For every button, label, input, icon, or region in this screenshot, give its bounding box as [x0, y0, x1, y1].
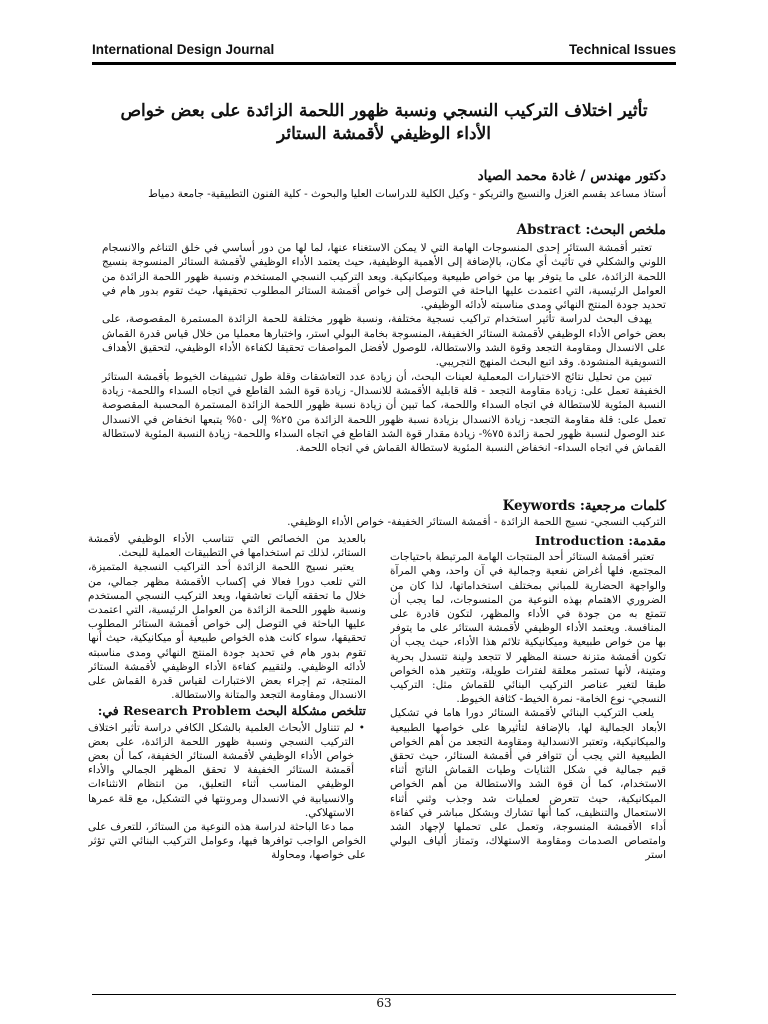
abstract-paragraph: تبين من تحليل نتائج الاختبارات المعملية لعينات البحث، أن زيادة عدد التعاشقات وقلة طول تشييفات الخيوط بأقمشة الستائر الخفيفة تعمل على: زيادة مقاومة التجعد - قلة قابلية الأقمشة للانسدال- زيادة قوة الشد القاطع في اتجاه السداء واللحمة- زيادة النسبة المئوية للاستطالة في اتجاه السداء واللحمة، كما تبين أن زيادة نسبة ظهور اللحمة الزائدة المستمرة المحسبة المقصوصة تعمل على: قلة مقاومة التجعد- زيادة الانسدال بزيادة نسبة ظهور اللحمة الزائدة من ٢٥% إلى ٥٠% يتبعها انخفاض في الانسدال عند الوصول لنسبة ظهور لحمة زائدة ٧٥%- زيادة مقدار قوة الشد القاطع في اتجاه السداء واللحمة- زيادة النسبة المئوية لاستطالة القماش في اتجاه السداء- انخفاض النسبة المئوية لاستطالة القماش في اتجاه اللحمة.: [102, 370, 666, 455]
keywords-heading: كلمات مرجعية: Keywords: [502, 498, 666, 514]
column-right: [390, 532, 666, 972]
problem-list: [88, 721, 366, 820]
footer-rule: [92, 994, 676, 995]
abstract-paragraph: يهدف البحث لدراسة تأثير استخدام تراكيب نسجية مختلفة، ونسبة ظهور مختلفة للحمة الزائدة المستمرة المقصوصة، على بعض خواص الأداء الوظيفي لأقمشة الستائر الخفيفة، المنسوجة بخامة البولي استر، واختبارها معمليا من خلال قياس قدرة القماش على الانسدال ومقاومة التجعد وقوة الشد والاستطالة، للوصول لأفضل المواصفات تحقيقا لكفاءة الأداء الوظيفي، لتحقيق الأهداف التسويقية المنشودة. وقد اتبع البحث المنهج التجريبي.: [102, 313, 666, 369]
title-line-1: تأثير اختلاف التركيب النسجي ونسبة ظهور اللحمة الزائدة على بعض خواص: [120, 101, 648, 121]
intro-paragraph: بالعديد من الخصائص التي تتناسب الأداء الوظيفي لأقمشة الستائر، لذلك تم استخدامها في التطبيقات العملية للبحث.: [88, 533, 366, 560]
abstract-body: [102, 241, 666, 455]
abstract-heading: ملخص البحث: Abstract: [516, 222, 666, 238]
abstract-paragraph: تعتبر أقمشة الستائر إحدى المنسوجات الهامة التي لا يمكن الاستغناء عنها، لما لها من دور أساسي في خلق التناغم والانسجام اللوني والشكلي في تأثيث أي مكان، بالإضافة إلى الأهمية الوظيفية، حيث يعتمد الأداء الوظيفي لأقمشة الستائر المنسوجة بنسيج اللحمة الزائدة، على ما يتوفر بها من خواص طبيعية وميكانيكية. ويعد التركيب النسجي المستخدم ونسبة ظهور اللحمة الزائدة من العوامل الرئيسية، التي اعتمدت عليها الباحثة في التوصل إلى خواص أقمشة الستائر المطلوب تحقيقها، حيث تقوم بدور هام في تحديد جودة المنتج النهائي ومدى مناسبته لأدائه الوظيفي.: [102, 242, 666, 312]
section-name: Technical Issues: [568, 42, 676, 57]
author-affiliation: أستاذ مساعد بقسم الغزل والنسيج والتريكو - وكيل الكلية للدراسات العليا والبحوث - كلية الفنون التطبيقية- جامعة دمياط: [148, 188, 666, 200]
problem-paragraph: مما دعا الباحثة لدراسة هذه النوعية من الستائر، للتعرف على الخواص الواجب توافرها فيها، وعوامل التركيب البنائي التي تؤثر على خواصها، ومحاولة: [88, 821, 366, 862]
paper-title: [110, 100, 658, 146]
problem-heading: تتلخص مشكلة البحث Research Problem في:: [97, 703, 366, 719]
keywords-text: التركيب النسجي- نسيج اللحمة الزائدة - أقمشة الستائر الخفيفة- خواص الأداء الوظيفي.: [287, 516, 666, 528]
running-header: [92, 40, 676, 62]
intro-paragraph: يلعب التركيب البنائي لأقمشة الستائر دورا هاما في تشكيل الأبعاد الجمالية لها، بالإضافة لتأثيرها على خواصها الطبيعية والميكانيكية، وتعتبر الانسدالية ومقاومة التجعد من أهم الخواص الطبيعية التي يجب أن تتوافر في أقمشة الستائر، حيث تحقق قيم جمالية في شكل الثنايات وطيات القماش الناتج أثناء الاستخدام، كما أن قوة الشد والاستطالة من أهم الخواص الميكانيكية، حيث تتعرض لعمليات شد وجذب وثني أثناء الاستعمال والتنظيف، كما أنها تشارك وبشكل مباشر في كفاءة أداء الأقمشة المنسوجة، وتعمل على تحملها لإجهاد الشد وامتصاص الصدمات ومقاومة الاستهلاك، وتمتاز ألياف البولي استر: [390, 707, 666, 862]
intro-paragraph: تعتبر أقمشة الستائر أحد المنتجات الهامة المرتبطة باحتياجات المجتمع، فلها أغراض نفعية وجمالية في آن واحد، وهي المرآة والواجهة الحضارية للمباني بمختلف استخداماتها، لذا كان من الضروري الاهتمام بهذه النوعية من المنسوجات، لما يجب أن تتمتع به من جودة في الأداء والمظهر، لتكون قادرة على المنافسة. ويعتمد الأداء الوظيفي لأقمشة الستائر على ما يتوفر بها من خواص طبيعية وميكانيكية تلائم هذا الأداء، حيث يجب أن تكون أقمشة متزنة حسنة المظهر لا تتجعد ولينة تتسدل بحرية ومتينة، لأنها تستمر معلقة لفترات طويلة، وتتغير هذه الخواص طبقا لتغير عناصر التركيب البنائي للقماش مثل: التركيب النسجي- نوع الخامة- نمرة الخيط- كثافة الخيوط.: [390, 551, 666, 706]
header-rule: [92, 62, 676, 65]
intro-paragraph: يعتبر نسيج اللحمة الزائدة أحد التراكيب النسجية المتميزة، التي تلعب دورا فعالا في إكساب الأقمشة مظهر جمالي، من خلال ما تحققه آليات تعاشقها، ويعد التركيب النسجي المستخدم ونسبة ظهور اللحمة الزائدة من العوامل الرئيسية، التي اعتمدت عليها الباحثة في التوصل إلى خواص أقمشة الستائر المطلوب تحقيقها، سواء كانت هذه الخواص طبيعية أو ميكانيكية، حيث أنها تقوم بدور هام في تحديد جودة المنتج النهائي ومدى مناسبته لأدائه الوظيفي. ولتقييم كفاءة الأداء الوظيفي لأقمشة الستائر المنتجة، تم إجراء بعض الاختبارات لقياس قدرة القماش على الانسدال ومقاومة التجعد والمتانة والاستطالة.: [88, 561, 366, 702]
page-number: 63: [376, 996, 392, 1010]
intro-heading: مقدمة: Introduction: [535, 533, 666, 548]
title-line-2: الأداء الوظيفي لأقمشة الستائر: [277, 124, 491, 144]
column-left: [88, 532, 366, 972]
problem-item: • لم تتناول الأبحاث العلمية بالشكل الكافي دراسة تأثير اختلاف التركيب النسجي ونسبة ظهور اللحمة الزائدة، على بعض خواص الأداء الوظيفي لأقمشة الستائر الخفيفة، كما أن بعض أقمشة الستائر الخفيفة لا تحقق المظهر الجمالي والأداء الوظيفي المناسب أثناء التعليق، من انتظام الانثناءات والانسيابية في الانسدال ومرونتها في التشكيل، مع قلة عمرها الاستهلاكي.: [88, 721, 354, 820]
journal-name: International Design Journal: [92, 42, 275, 57]
author-name: دكتور مهندس / غادة محمد الصياد: [477, 168, 666, 184]
